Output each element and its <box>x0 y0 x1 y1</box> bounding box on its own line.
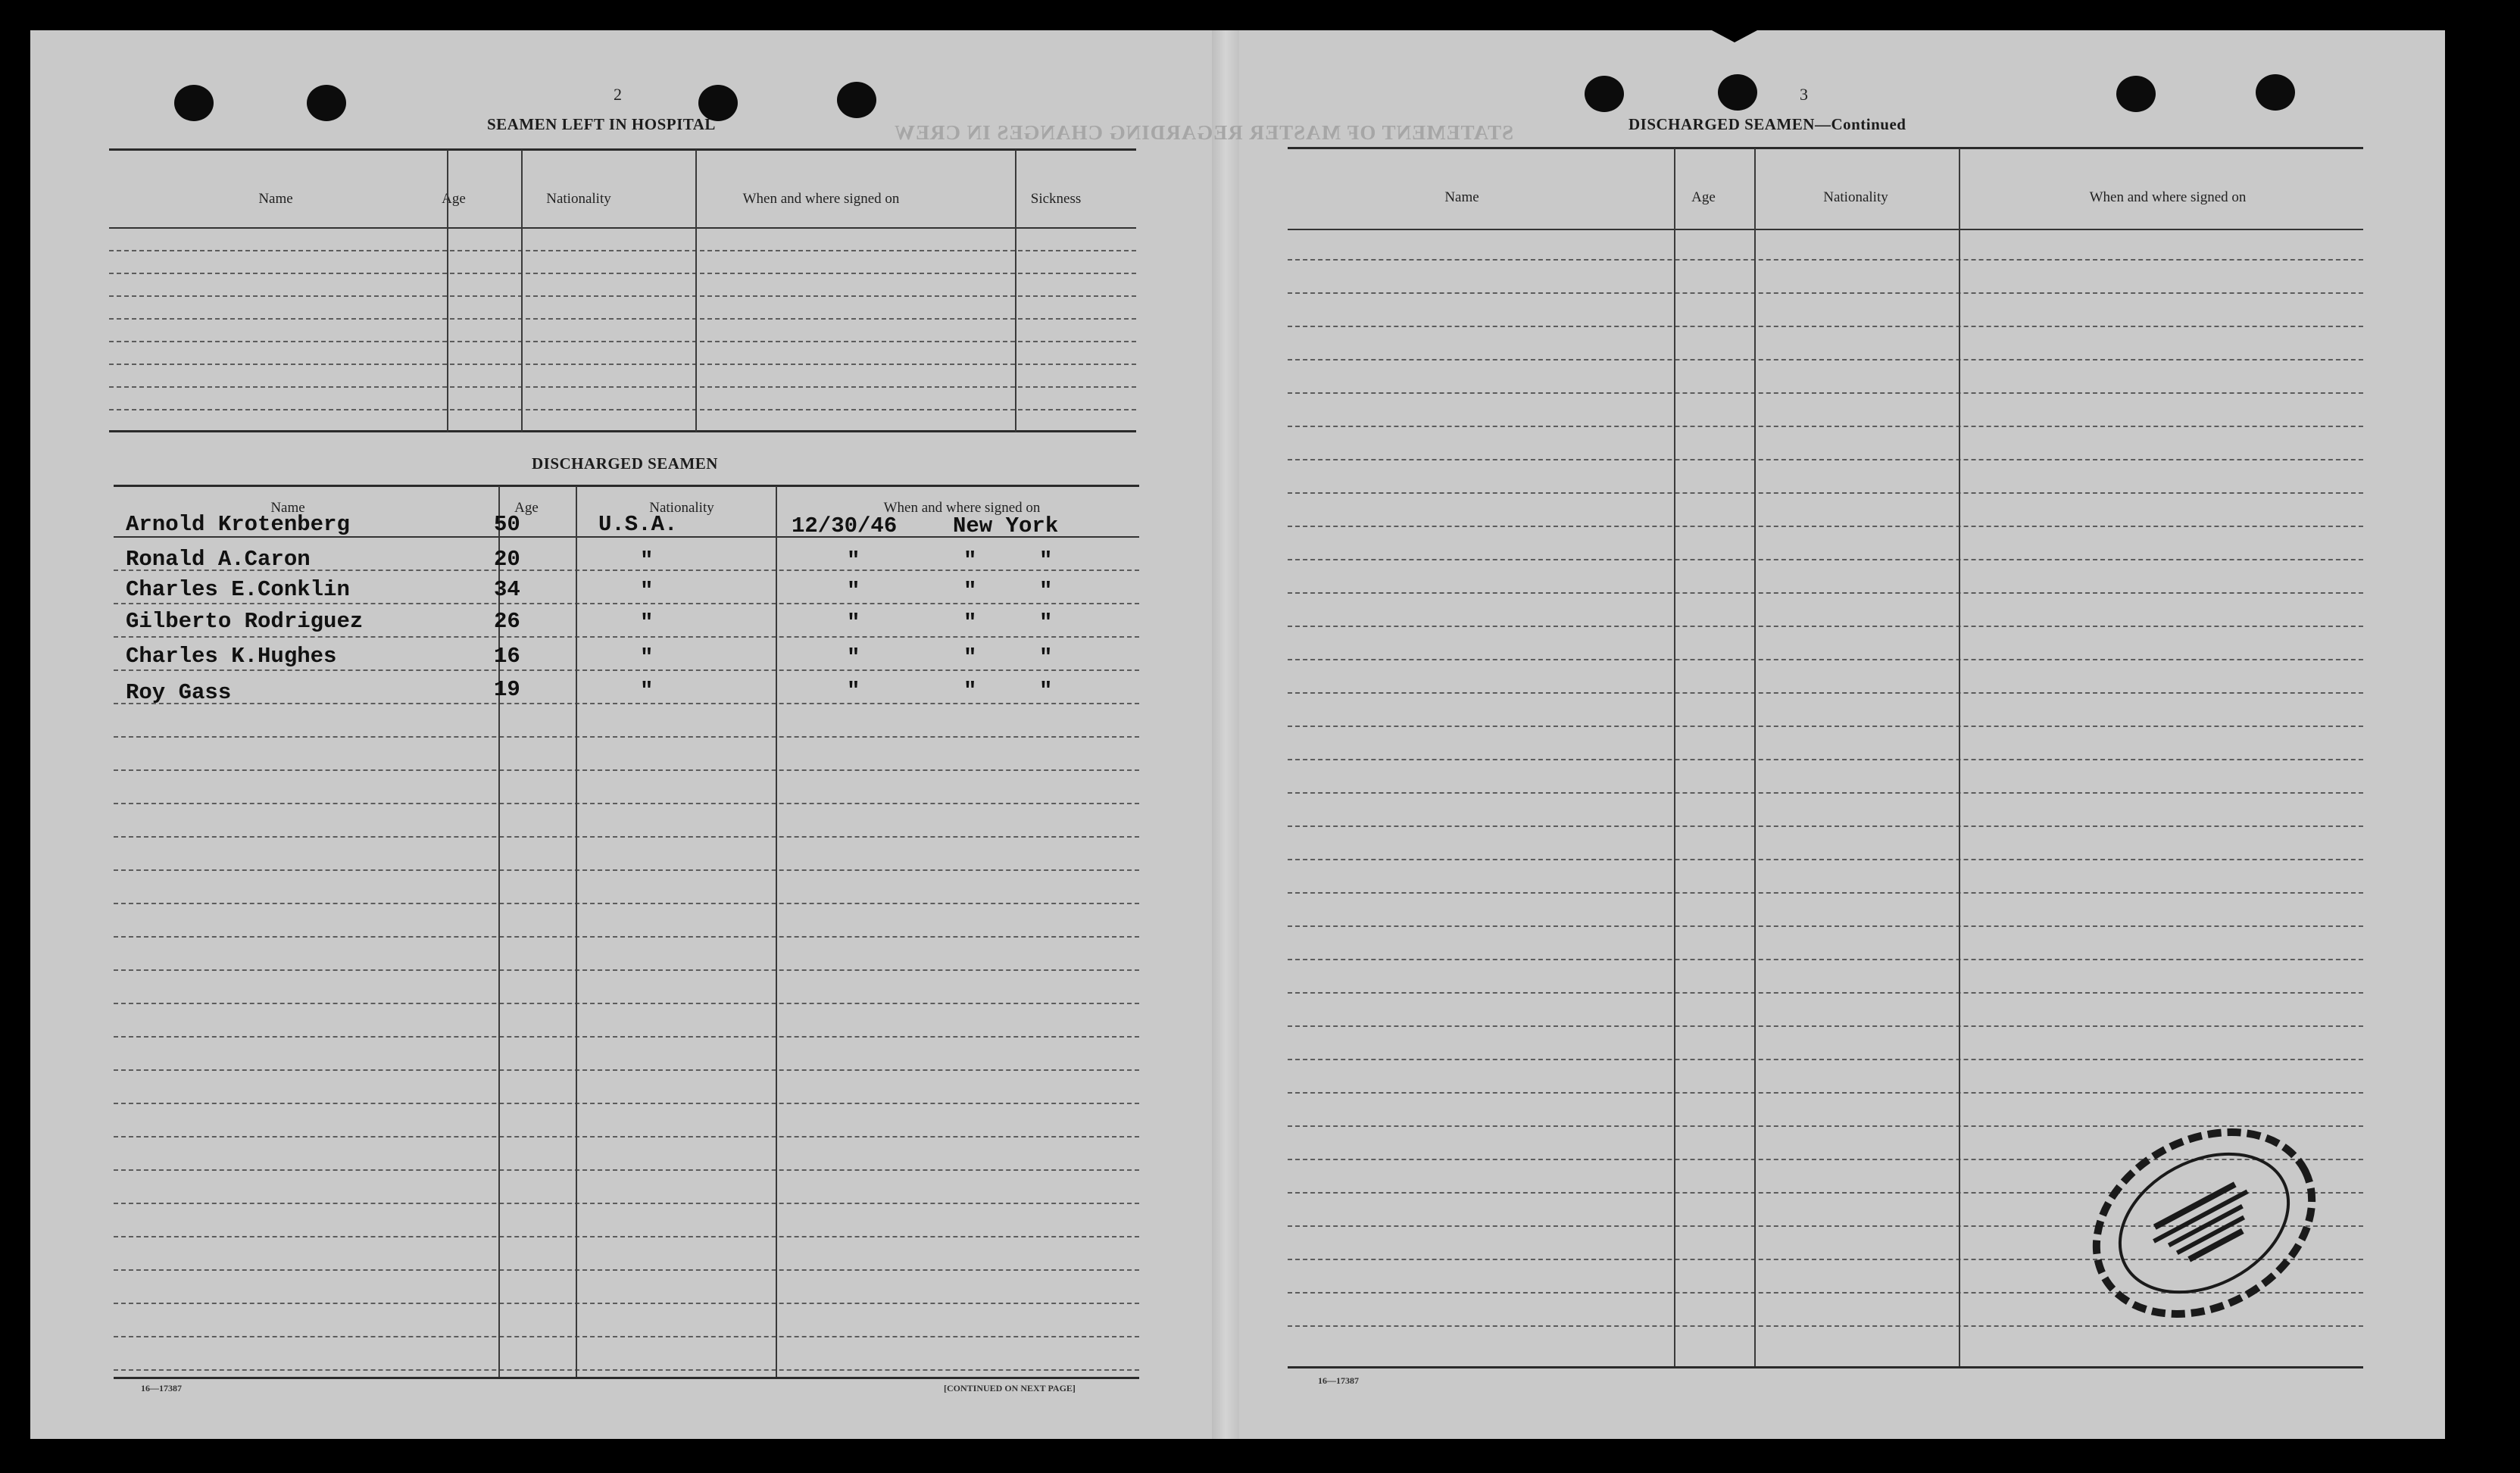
signed-on-place: " <box>1039 679 1053 704</box>
row-line <box>1288 292 2363 294</box>
page-notch <box>1712 30 1757 42</box>
signed-on-place: " <box>963 548 977 573</box>
seaman-nationality: " <box>640 679 654 704</box>
seaman-name: Gilberto Rodriguez <box>126 609 364 634</box>
row-line <box>109 364 1136 365</box>
discharged-section-title: DISCHARGED SEAMEN <box>532 454 718 473</box>
column-divider <box>1959 148 1960 1366</box>
row-line <box>114 1203 1139 1204</box>
seaman-age: 20 <box>494 547 520 572</box>
column-header: Name <box>270 500 305 516</box>
column-header: Nationality <box>546 191 611 207</box>
continued-note: [CONTINUED ON NEXT PAGE] <box>944 1383 1076 1393</box>
row-line <box>1288 959 2363 960</box>
seaman-nationality: " <box>640 579 654 604</box>
form-number: 16—17387 <box>141 1383 182 1393</box>
signed-on-place: " <box>1039 548 1053 573</box>
row-line <box>1288 726 2363 727</box>
scanned-document <box>30 30 2445 1439</box>
signed-on-place: " <box>963 645 977 670</box>
row-line <box>109 295 1136 297</box>
hospital-table <box>109 148 1136 435</box>
column-header: Age <box>514 500 539 516</box>
seaman-age: 19 <box>494 677 520 702</box>
punch-hole <box>2256 74 2295 111</box>
seaman-name: Ronald A.Caron <box>126 547 311 572</box>
column-divider <box>1015 150 1016 432</box>
row-line <box>114 736 1139 738</box>
row-line <box>1288 259 2363 261</box>
punch-hole <box>837 82 876 118</box>
punch-hole <box>1585 76 1624 112</box>
seaman-name: Arnold Krotenberg <box>126 512 350 537</box>
table-rule <box>109 430 1136 432</box>
row-line <box>114 1003 1139 1004</box>
signed-on-place: New York <box>953 513 1059 538</box>
signed-on-date: " <box>847 679 860 704</box>
row-line <box>114 636 1139 638</box>
signed-on-place: " <box>1039 610 1053 635</box>
row-line <box>1288 1325 2363 1327</box>
page-number: 2 <box>614 85 622 104</box>
signed-on-place: " <box>963 679 977 704</box>
row-line <box>114 869 1139 871</box>
row-line <box>109 409 1136 410</box>
column-divider <box>1754 148 1756 1366</box>
signed-on-date: 12/30/46 <box>792 513 898 538</box>
table-rule <box>114 1377 1139 1379</box>
column-header: Name <box>1444 189 1479 205</box>
row-line <box>1288 392 2363 394</box>
row-line <box>114 969 1139 971</box>
row-line <box>114 1169 1139 1171</box>
row-line <box>1288 759 2363 760</box>
row-line <box>109 273 1136 274</box>
row-line <box>1288 992 2363 994</box>
table-rule <box>1288 229 2363 230</box>
seaman-age: 34 <box>494 577 520 602</box>
column-header: Age <box>1691 189 1716 205</box>
table-rule <box>109 227 1136 229</box>
column-divider <box>776 486 777 1377</box>
row-line <box>114 1336 1139 1337</box>
signed-on-place: " <box>963 610 977 635</box>
table-rule <box>114 485 1139 487</box>
form-number: 16—17387 <box>1318 1375 1359 1386</box>
row-line <box>1288 359 2363 360</box>
seaman-nationality: U.S.A. <box>598 512 678 537</box>
right-section-title: DISCHARGED SEAMEN—Continued <box>1628 115 1906 133</box>
signed-on-date: " <box>847 548 860 573</box>
page-number: 3 <box>1800 85 1808 104</box>
signed-on-place: " <box>1039 579 1053 604</box>
row-line <box>114 936 1139 938</box>
column-header: Nationality <box>1823 189 1888 205</box>
signed-on-date: " <box>847 579 860 604</box>
seaman-nationality: " <box>640 645 654 670</box>
row-line <box>1288 792 2363 794</box>
row-line <box>1288 559 2363 560</box>
row-line <box>1288 526 2363 527</box>
row-line <box>1288 592 2363 594</box>
table-rule <box>1288 1366 2363 1368</box>
seaman-name: Charles K.Hughes <box>126 644 337 669</box>
column-divider <box>447 150 448 432</box>
seaman-name: Roy Gass <box>126 680 232 705</box>
column-header: When and where signed on <box>883 500 1041 516</box>
row-line <box>1288 1125 2363 1127</box>
row-line <box>1288 459 2363 460</box>
row-line <box>109 250 1136 251</box>
row-line <box>114 1136 1139 1138</box>
row-line <box>114 1269 1139 1271</box>
row-line <box>114 1036 1139 1038</box>
row-line <box>1288 1025 2363 1027</box>
punch-hole <box>307 85 346 121</box>
row-line <box>114 1069 1139 1071</box>
page-gutter <box>1212 30 1239 1439</box>
hospital-section-title: SEAMEN LEFT IN HOSPITAL <box>487 115 716 133</box>
row-line <box>1288 692 2363 694</box>
signed-on-date: " <box>847 645 860 670</box>
seaman-age: 16 <box>494 644 520 669</box>
row-line <box>109 386 1136 388</box>
signed-on-date: " <box>847 610 860 635</box>
row-line <box>114 1103 1139 1104</box>
column-header: Nationality <box>649 500 714 516</box>
seaman-age: 50 <box>494 512 520 537</box>
column-divider <box>695 150 697 432</box>
column-divider <box>521 150 523 432</box>
row-line <box>114 1236 1139 1237</box>
row-line <box>1288 426 2363 427</box>
row-line <box>114 669 1139 671</box>
seaman-age: 26 <box>494 609 520 634</box>
row-line <box>1288 492 2363 494</box>
punch-hole <box>1718 74 1757 111</box>
column-header: Name <box>258 191 293 207</box>
row-line <box>1288 892 2363 894</box>
row-line <box>114 603 1139 604</box>
column-header: When and where signed on <box>2089 189 2247 205</box>
row-line <box>114 703 1139 704</box>
signed-on-place: " <box>1039 645 1053 670</box>
column-header: Age <box>442 191 466 207</box>
table-rule <box>1288 147 2363 149</box>
row-line <box>1288 659 2363 660</box>
seaman-nationality: " <box>640 548 654 573</box>
row-line <box>114 1303 1139 1304</box>
table-rule <box>109 148 1136 151</box>
row-line <box>1288 326 2363 327</box>
row-line <box>1288 925 2363 927</box>
column-header: When and where signed on <box>742 191 900 207</box>
row-line <box>1288 859 2363 860</box>
punch-hole <box>174 85 214 121</box>
bleed-through-text: STATEMENT OF MASTER REGARDING CHANGES IN CREW <box>894 121 1514 144</box>
row-line <box>1288 825 2363 827</box>
row-line <box>114 769 1139 771</box>
row-line <box>1288 1092 2363 1094</box>
row-line <box>114 836 1139 838</box>
row-line <box>114 1369 1139 1371</box>
signed-on-place: " <box>963 579 977 604</box>
row-line <box>114 803 1139 804</box>
row-line <box>109 341 1136 342</box>
row-line <box>1288 626 2363 627</box>
customs-stamp <box>2075 1128 2333 1318</box>
column-divider <box>576 486 577 1377</box>
punch-hole <box>2116 76 2156 112</box>
row-line <box>1288 1059 2363 1060</box>
column-header: Sickness <box>1030 191 1082 207</box>
seaman-nationality: " <box>640 610 654 635</box>
column-divider <box>1674 148 1675 1366</box>
row-line <box>109 318 1136 320</box>
row-line <box>114 903 1139 904</box>
seaman-name: Charles E.Conklin <box>126 577 350 602</box>
